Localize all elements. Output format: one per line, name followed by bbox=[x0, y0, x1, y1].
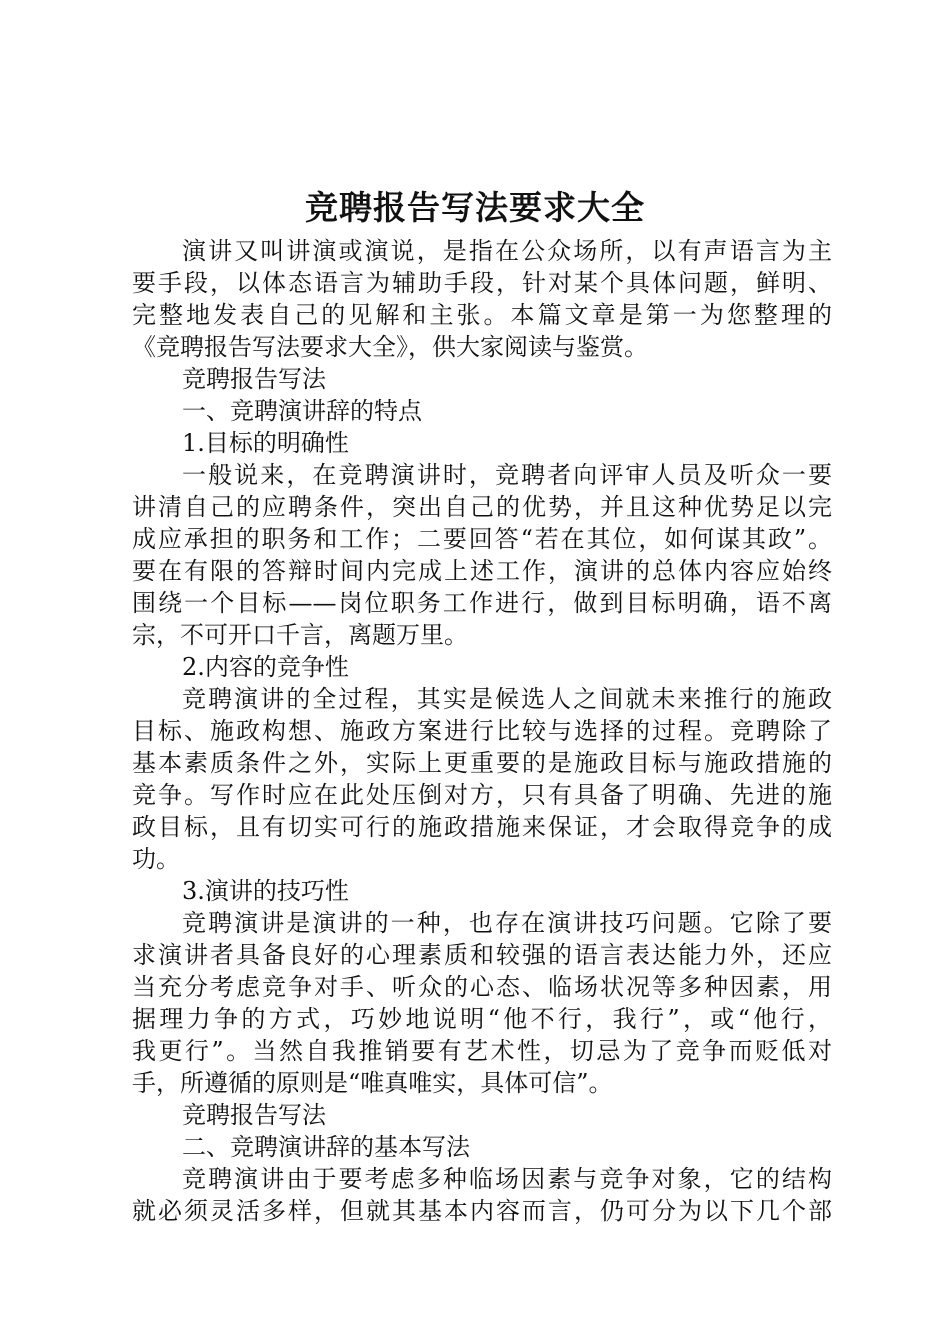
section-heading: 竞聘报告写法 bbox=[182, 1101, 326, 1129]
section-heading: 竞聘报告写法 bbox=[182, 365, 326, 393]
paragraph-line: 竞聘演讲是演讲的一种，也存在演讲技巧问题。它除了要 bbox=[182, 909, 832, 937]
paragraph-line: 完整地发表自己的见解和主张。本篇文章是第一为您整理的 bbox=[132, 301, 832, 329]
paragraph-line: 基本素质条件之外，实际上更重要的是施政目标与施政措施的 bbox=[132, 749, 832, 777]
section-heading: 一、竞聘演讲辞的特点 bbox=[182, 397, 422, 425]
paragraph-line: 成应承担的职务和工作；二要回答“若在其位，如何谋其政”。 bbox=[132, 525, 832, 553]
paragraph-line: 要在有限的答辩时间内完成上述工作，演讲的总体内容应始终 bbox=[132, 557, 832, 585]
subsection-heading: 2.内容的竞争性 bbox=[182, 653, 349, 681]
paragraph-line: 功。 bbox=[132, 845, 180, 873]
paragraph-line: 当充分考虑竞争对手、听众的心态、临场状况等多种因素，用 bbox=[132, 973, 832, 1001]
document-title: 竞聘报告写法要求大全 bbox=[305, 188, 645, 227]
paragraph-line: 围绕一个目标——岗位职务工作进行，做到目标明确，语不离 bbox=[132, 589, 832, 617]
paragraph-line: 求演讲者具备良好的心理素质和较强的语言表达能力外，还应 bbox=[132, 941, 832, 969]
paragraph-line: 据理力争的方式，巧妙地说明“他不行，我行”，或“他行， bbox=[132, 1005, 832, 1033]
paragraph-line: 一般说来，在竞聘演讲时，竞聘者向评审人员及听众一要 bbox=[182, 461, 832, 489]
paragraph-line: 竞聘演讲由于要考虑多种临场因素与竞争对象，它的结构 bbox=[182, 1165, 832, 1193]
paragraph-line: 政目标，且有切实可行的施政措施来保证，才会取得竞争的成 bbox=[132, 813, 832, 841]
paragraph-line: 目标、施政构想、施政方案进行比较与选择的过程。竞聘除了 bbox=[132, 717, 832, 745]
paragraph-line: 我更行”。当然自我推销要有艺术性，切忌为了竞争而贬低对 bbox=[132, 1037, 832, 1065]
paragraph-line: 要手段，以体态语言为辅助手段，针对某个具体问题，鲜明、 bbox=[132, 269, 832, 297]
paragraph-line: 手，所遵循的原则是“唯真唯实，具体可信”。 bbox=[132, 1069, 613, 1097]
subsection-heading: 3.演讲的技巧性 bbox=[182, 877, 349, 905]
section-heading: 二、竞聘演讲辞的基本写法 bbox=[182, 1133, 470, 1161]
subsection-heading: 1.目标的明确性 bbox=[182, 429, 349, 457]
paragraph-line: 宗，不可开口千言，离题万里。 bbox=[132, 621, 468, 649]
paragraph-line: 竞争。写作时应在此处压倒对方，只有具备了明确、先进的施 bbox=[132, 781, 832, 809]
paragraph-line: 就必须灵活多样，但就其基本内容而言，仍可分为以下几个部 bbox=[132, 1197, 832, 1225]
paragraph-line: 讲清自己的应聘条件，突出自己的优势，并且这种优势足以完 bbox=[132, 493, 832, 521]
paragraph-line: 《竞聘报告写法要求大全》，供大家阅读与鉴赏。 bbox=[132, 333, 648, 361]
paragraph-line: 竞聘演讲的全过程，其实是候选人之间就未来推行的施政 bbox=[182, 685, 832, 713]
paragraph-line: 演讲又叫讲演或演说，是指在公众场所，以有声语言为主 bbox=[182, 237, 832, 265]
